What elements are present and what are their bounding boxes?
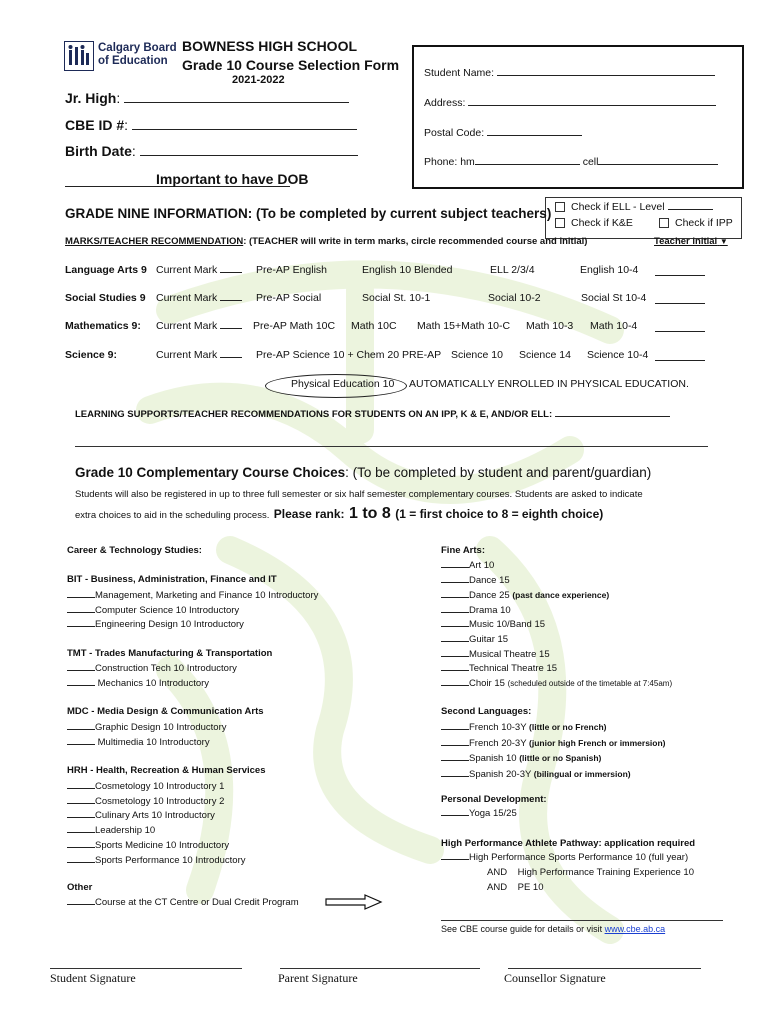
cbe-id-label: CBE ID # xyxy=(65,117,125,133)
course-option[interactable]: English 10 Blended xyxy=(362,264,453,276)
hpa-and-1: AND High Performance Training Experience 10 xyxy=(487,867,694,878)
ipp-checkbox[interactable] xyxy=(659,217,733,229)
grade9-row-language: Language Arts 9 xyxy=(65,264,147,276)
course-choice[interactable]: Multimedia 10 Introductory xyxy=(67,736,226,751)
checkbox-icon[interactable] xyxy=(555,218,565,228)
student-signature-line[interactable] xyxy=(50,968,242,969)
ke-checkbox[interactable] xyxy=(555,217,633,229)
course-choice[interactable]: Music 10/Band 15 xyxy=(441,618,672,633)
teacher-initial-field[interactable] xyxy=(655,320,705,335)
counsellor-signature-label: Counsellor Signature xyxy=(504,971,606,985)
learning-supports-label: LEARNING SUPPORTS/TEACHER RECOMMENDATIONS FOR STUDENTS ON AN IPP, K & E, AND/OR ELL: xyxy=(75,409,553,420)
course-option[interactable]: Science 14 xyxy=(519,349,571,361)
current-mark-field[interactable]: Current Mark xyxy=(156,349,242,361)
postal-code-field[interactable] xyxy=(424,127,582,139)
hrh-list xyxy=(67,780,246,868)
course-choice[interactable]: Choir 15 (scheduled outside of the timetable at 7:45am) xyxy=(441,677,672,692)
course-choice[interactable]: French 20-3Y (junior high French or immersion) xyxy=(441,736,666,752)
marks-heading xyxy=(65,236,587,247)
course-option[interactable]: Math 10-4 xyxy=(590,320,638,332)
parent-signature-label: Parent Signature xyxy=(278,971,358,985)
course-choice[interactable]: Graphic Design 10 Introductory xyxy=(67,721,226,736)
fine-arts-title: Fine Arts: xyxy=(441,545,485,556)
parent-signature-line[interactable] xyxy=(280,968,480,969)
cell-label: cell xyxy=(582,156,599,168)
triangle-down-icon: ▼ xyxy=(719,237,728,246)
fine-arts-list xyxy=(441,559,672,691)
course-choice[interactable]: Cosmetology 10 Introductory 2 xyxy=(67,795,246,810)
course-choice[interactable]: Technical Theatre 15 xyxy=(441,662,672,677)
course-option[interactable]: Pre-AP Social xyxy=(256,292,322,304)
course-choice[interactable]: High Performance Sports Performance 10 (full year) xyxy=(441,852,688,863)
address-field[interactable] xyxy=(424,97,716,109)
logo-line2: of Education xyxy=(98,55,168,67)
course-choice[interactable]: French 10-3Y (little or no French) xyxy=(441,720,666,736)
pe-note: AUTOMATICALLY ENROLLED IN PHYSICAL EDUCATION. xyxy=(409,378,689,390)
current-mark-field[interactable]: Current Mark xyxy=(156,264,242,276)
course-option[interactable]: Social St. 10-1 xyxy=(362,292,431,304)
course-choice[interactable]: Dance 25 (past dance experience) xyxy=(441,588,672,604)
bit-title: BIT - Business, Administration, Finance and IT xyxy=(67,574,277,585)
learning-supports-line[interactable] xyxy=(75,446,708,447)
bit-list xyxy=(67,589,318,633)
course-choice[interactable]: Spanish 20-3Y (bilingual or immersion) xyxy=(441,767,666,783)
form-title: Grade 10 Course Selection Form xyxy=(182,57,400,73)
course-choice[interactable]: Leadership 10 xyxy=(67,824,246,839)
birth-date-label: Birth Date xyxy=(65,143,132,159)
current-mark-field[interactable]: Current Mark xyxy=(156,292,242,304)
cbe-link[interactable]: www.cbe.ab.ca xyxy=(604,924,666,934)
birth-date-field[interactable]: Birth Date: xyxy=(65,143,358,159)
teacher-initial-field[interactable] xyxy=(655,349,705,364)
languages-list xyxy=(441,720,666,783)
course-choice[interactable]: Course at the CT Centre or Dual Credit Program xyxy=(67,897,299,908)
marks-label: MARKS/TEACHER RECOMMENDATION xyxy=(65,236,244,247)
ipp-label: Check if IPP xyxy=(675,217,733,229)
complementary-para1: Students will also be registered in up to three full semester or six half semester complementary courses. Students are asked to indicate xyxy=(75,489,643,500)
address-label: Address: xyxy=(424,97,466,109)
personal-title: Personal Development: xyxy=(441,794,547,805)
school-year: 2021-2022 xyxy=(232,74,285,86)
ell-checkbox[interactable] xyxy=(555,201,713,213)
school-name: BOWNESS HIGH SCHOOL xyxy=(182,38,358,54)
course-choice[interactable]: Management, Marketing and Finance 10 Introductory xyxy=(67,589,318,604)
mdc-list xyxy=(67,721,226,750)
course-option[interactable]: Social St 10-4 xyxy=(581,292,647,304)
course-option[interactable]: Social 10-2 xyxy=(488,292,541,304)
logo-line1: Calgary Board xyxy=(98,42,177,54)
guide-note: See CBE course guide for details or visit www.cbe.ab.ca xyxy=(441,924,666,934)
course-choice[interactable]: Engineering Design 10 Introductory xyxy=(67,618,318,633)
course-choice[interactable]: Yoga 15/25 xyxy=(441,808,517,819)
course-option[interactable]: ELL 2/3/4 xyxy=(490,264,535,276)
ell-label: Check if ELL - Level xyxy=(571,201,665,213)
logo-mark-icon xyxy=(64,41,94,71)
course-choice[interactable]: Culinary Arts 10 Introductory xyxy=(67,809,246,824)
course-option[interactable]: Pre-AP Science 10 + Chem 20 PRE-AP xyxy=(256,349,442,361)
course-choice[interactable]: Construction Tech 10 Introductory xyxy=(67,662,237,677)
course-choice[interactable]: Sports Medicine 10 Introductory xyxy=(67,839,246,854)
course-choice[interactable]: Art 10 xyxy=(441,559,672,574)
course-option[interactable]: Math 15+Math 10-C xyxy=(417,320,511,332)
pe-label: Physical Education 10 xyxy=(291,378,395,390)
course-option[interactable]: Math 10-3 xyxy=(526,320,574,332)
tmt-list xyxy=(67,662,237,691)
student-signature-label: Student Signature xyxy=(50,971,136,985)
teacher-initial-header: Teacher initial ▼ xyxy=(654,236,728,247)
course-option[interactable]: Pre-AP English xyxy=(256,264,328,276)
mdc-title: MDC - Media Design & Communication Arts xyxy=(67,706,264,717)
course-choice[interactable]: Musical Theatre 15 xyxy=(441,648,672,663)
complementary-heading: Grade 10 Complementary Course Choices: (To be completed by student and parent/guardian) xyxy=(75,465,652,480)
teacher-initial-field[interactable] xyxy=(655,292,705,307)
teacher-initial-field[interactable] xyxy=(655,264,705,279)
postal-code-label: Postal Code: xyxy=(424,127,485,139)
course-option[interactable]: English 10-4 xyxy=(580,264,639,276)
course-option[interactable]: Math 10C xyxy=(351,320,397,332)
hpa-and-2: AND PE 10 xyxy=(487,882,544,893)
grade9-row-social: Social Studies 9 xyxy=(65,292,146,304)
grade9-title: GRADE NINE INFORMATION: (To be completed by current subject teachers) xyxy=(65,206,552,221)
hpa-title: High Performance Athlete Pathway: application required xyxy=(441,838,696,849)
course-choice[interactable]: Mechanics 10 Introductory xyxy=(67,677,237,692)
course-choice[interactable]: Dance 15 xyxy=(441,574,672,589)
grade9-row-math: Mathematics 9: xyxy=(65,320,141,332)
dob-note: Important to have DOB xyxy=(156,171,309,187)
guide-line xyxy=(441,920,723,921)
counsellor-signature-line[interactable] xyxy=(508,968,701,969)
student-name-field[interactable] xyxy=(424,67,715,79)
jr-high-label: Jr. High xyxy=(65,90,117,106)
jr-high-field[interactable]: Jr. High: xyxy=(65,90,349,106)
course-option[interactable]: Science 10 xyxy=(451,349,503,361)
other-title: Other xyxy=(67,882,93,893)
phone-label: Phone: hm xyxy=(424,156,475,168)
course-option[interactable]: Pre-AP Math 10C xyxy=(253,320,336,332)
ke-label: Check if K&E xyxy=(571,217,633,229)
student-name-label: Student Name: xyxy=(424,67,495,79)
cts-title: Career & Technology Studies: xyxy=(67,545,202,556)
complementary-para2: extra choices to aid in the scheduling process. Please rank: 1 to 8 (1 = first choice to 8 = eighth choice) xyxy=(75,505,604,522)
course-choice[interactable]: Sports Performance 10 Introductory xyxy=(67,854,246,869)
course-choice[interactable]: Drama 10 xyxy=(441,604,672,619)
checkbox-icon[interactable] xyxy=(555,202,565,212)
learning-supports-field[interactable] xyxy=(75,409,670,420)
marks-note: : (TEACHER will write in term marks, circle recommended course and initial) xyxy=(243,236,588,247)
course-choice[interactable]: Guitar 15 xyxy=(441,633,672,648)
grade9-row-science: Science 9: xyxy=(65,349,117,361)
course-choice[interactable]: Spanish 10 (little or no Spanish) xyxy=(441,751,666,767)
checkbox-icon[interactable] xyxy=(659,218,669,228)
phone-field[interactable] xyxy=(424,156,718,168)
languages-title: Second Languages: xyxy=(441,706,532,717)
tmt-title: TMT - Trades Manufacturing & Transportation xyxy=(67,648,273,659)
current-mark-field[interactable]: Current Mark xyxy=(156,320,242,332)
arrow-right-icon xyxy=(325,894,383,910)
cbe-id-field[interactable]: CBE ID #: xyxy=(65,117,357,133)
course-choice[interactable]: Cosmetology 10 Introductory 1 xyxy=(67,780,246,795)
course-choice[interactable]: Computer Science 10 Introductory xyxy=(67,604,318,619)
hrh-title: HRH - Health, Recreation & Human Services xyxy=(67,765,266,776)
course-option[interactable]: Science 10-4 xyxy=(587,349,649,361)
